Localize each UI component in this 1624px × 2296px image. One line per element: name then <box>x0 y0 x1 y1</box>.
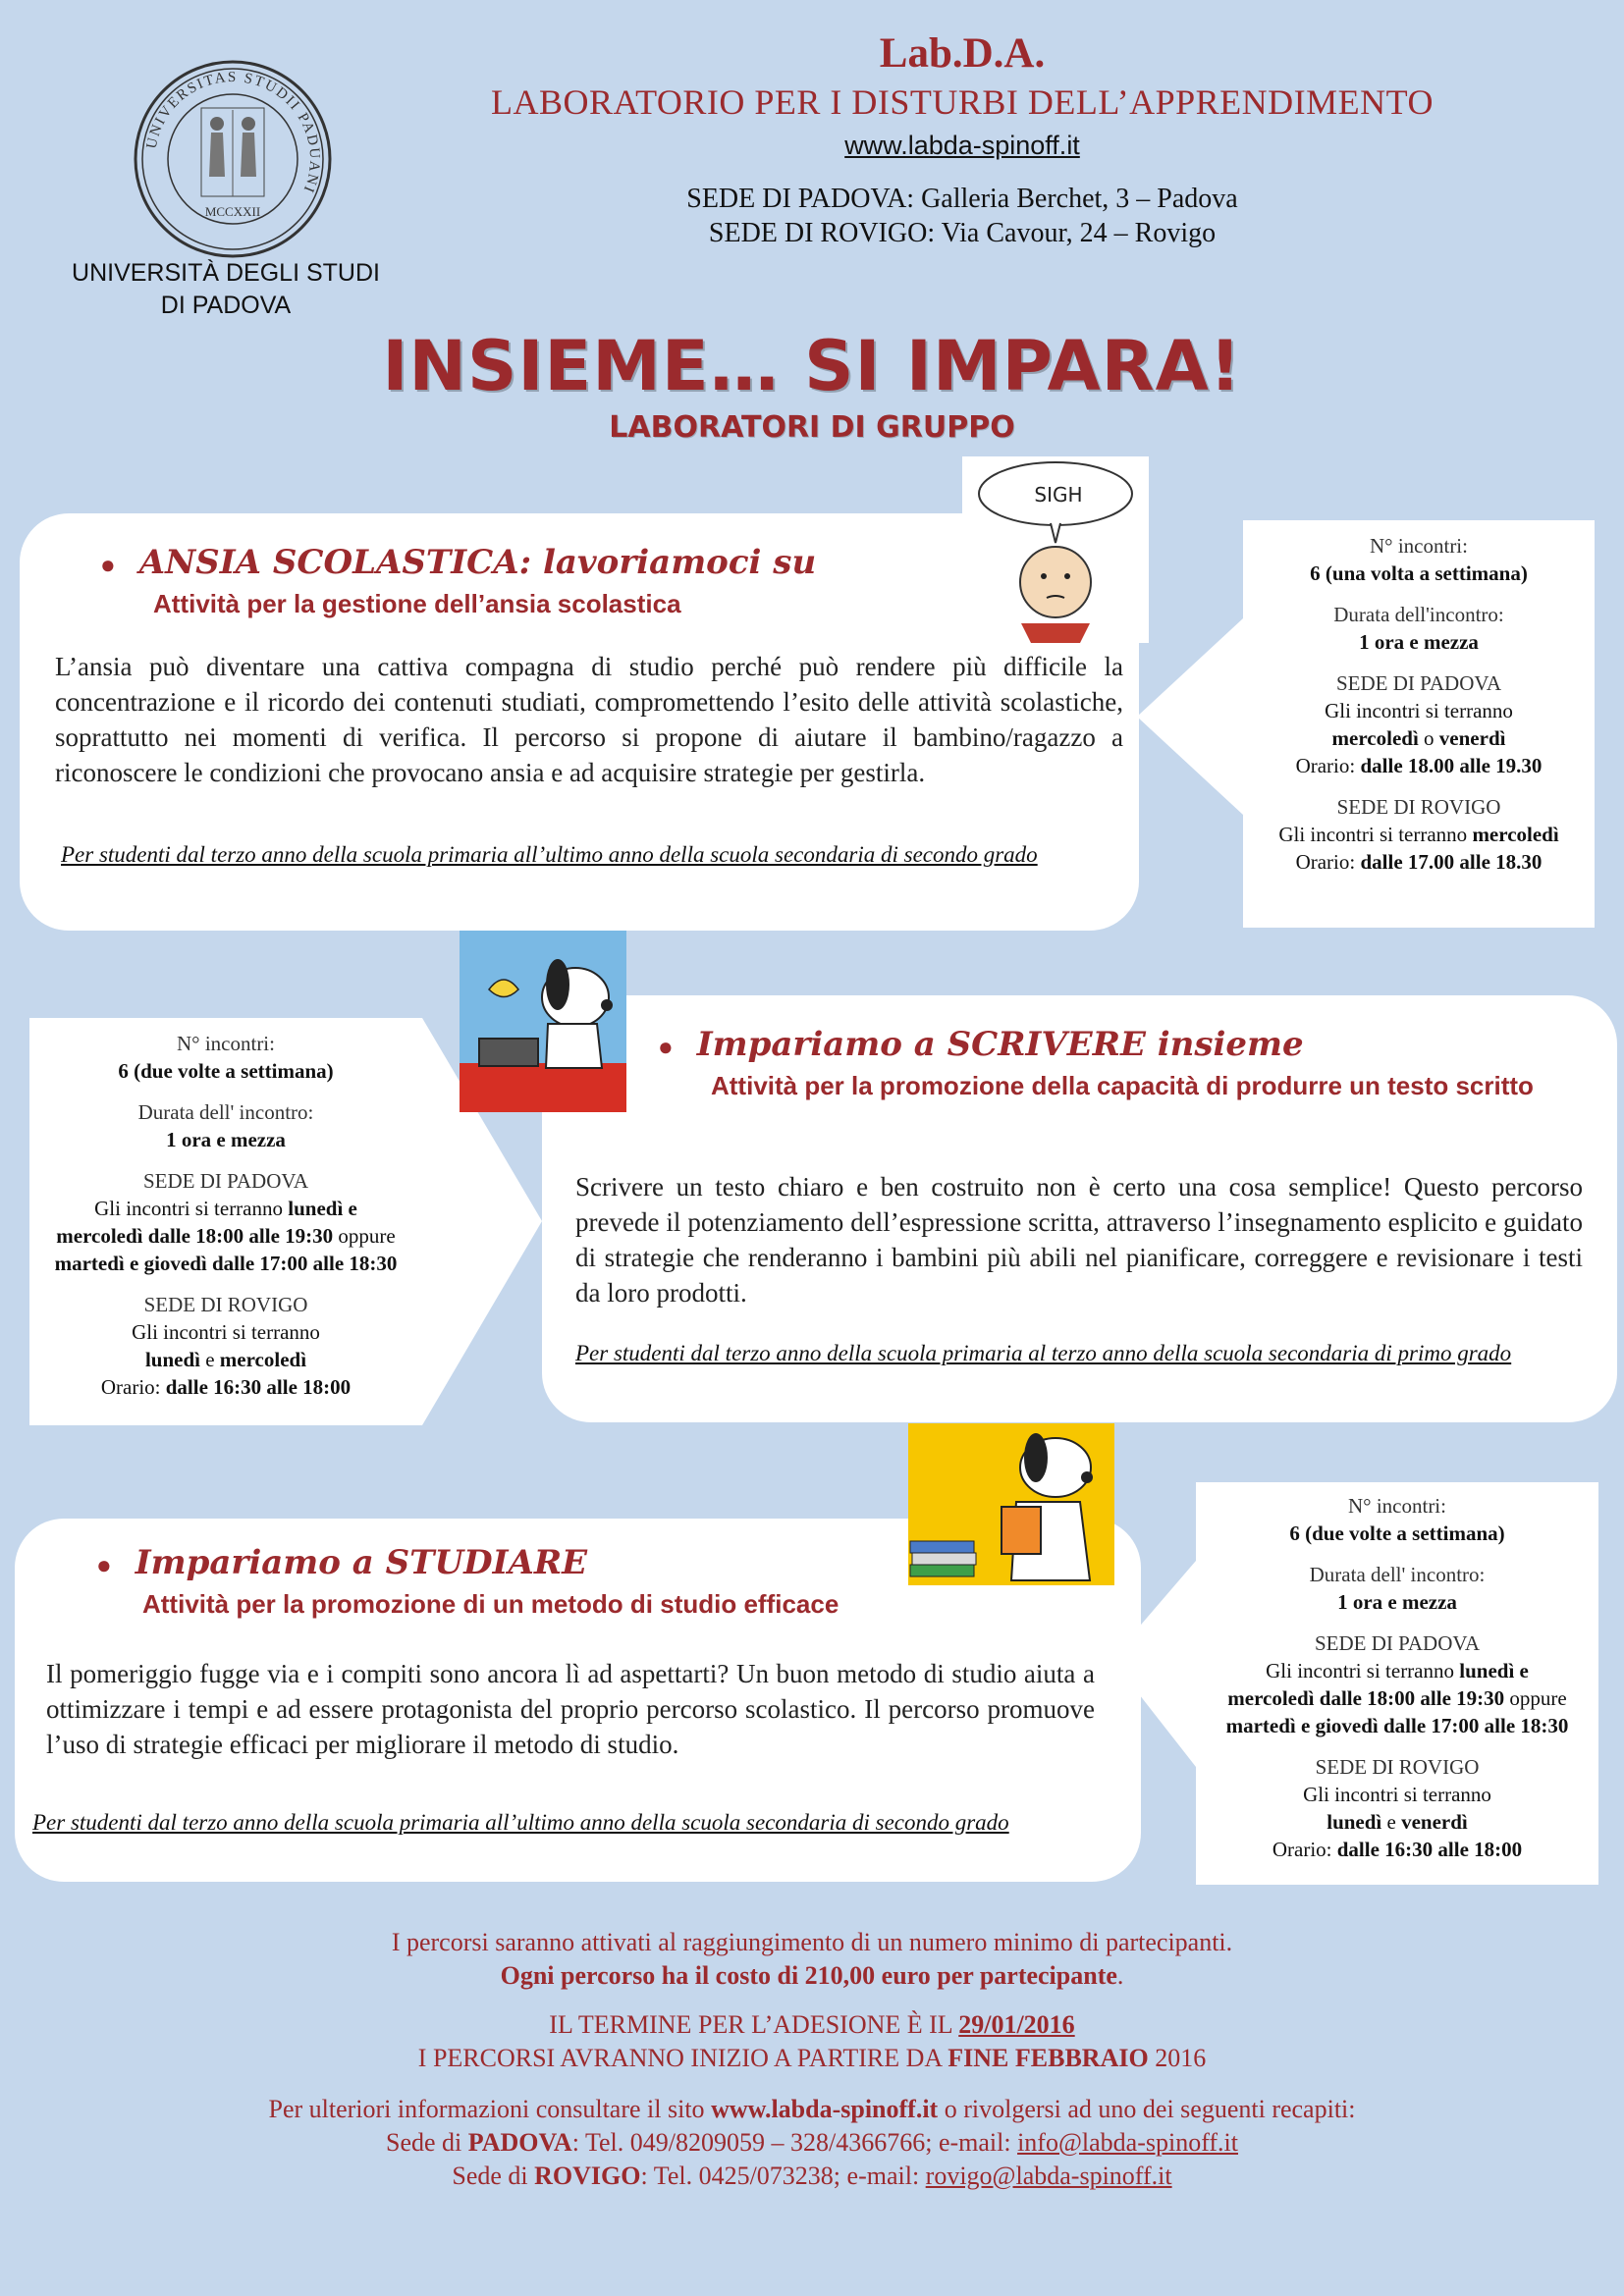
section-subtitle: Attività per la promozione di un metodo di studio efficace <box>142 1589 839 1619</box>
padova-line-3: martedì e giovedì dalle 17:00 alle 18:30 <box>54 1252 398 1275</box>
section-ansia-info-callout <box>1137 520 1595 928</box>
padova-line-1a: Gli incontri si terranno <box>1266 1659 1454 1682</box>
padova-line-2b: oppure <box>338 1224 396 1248</box>
padova-label: SEDE DI PADOVA <box>1335 671 1502 695</box>
durata-label: Durata dell' incontro: <box>1309 1563 1486 1586</box>
address-padova: SEDE DI PADOVA: Galleria Berchet, 3 – Padova <box>686 184 1238 214</box>
rovigo-and: e <box>1386 1810 1396 1834</box>
padova-line-1b: lunedì e <box>1459 1659 1529 1682</box>
university-line-2: DI PADOVA <box>160 292 292 319</box>
footer-padova-contacts: : Tel. 049/8209059 – 328/4366766; e-mail: <box>571 2128 1011 2157</box>
padova-line-1b: lunedì e <box>288 1197 357 1220</box>
rovigo-orario-label: Orario: <box>1272 1838 1332 1861</box>
rovigo-orario-value: dalle 16:30 alle 18:00 <box>1336 1838 1523 1861</box>
rovigo-day-a: lunedì <box>1326 1810 1382 1834</box>
durata-value: 1 ora e mezza <box>1337 1590 1457 1614</box>
padova-line-1: Gli incontri si terranno <box>1325 699 1513 722</box>
footer-rovigo-email-link[interactable]: rovigo@labda-spinoff.it <box>925 2162 1172 2190</box>
footer-website-link[interactable]: www.labda-spinoff.it <box>711 2095 939 2123</box>
section-target: Per studenti dal terzo anno della scuola primaria al terzo anno della scuola secondaria di primo grado <box>575 1341 1512 1365</box>
footer-dates <box>0 2008 1624 2075</box>
page-title: INSIEME… SI IMPARA! <box>382 326 1242 406</box>
footer-rovigo-contacts: : Tel. 0425/073238; e-mail: <box>640 2162 920 2190</box>
footer-padova-prefix: Sede di <box>385 2128 462 2157</box>
section-target: Per studenti dal terzo anno della scuola primaria all’ultimo anno della scuola secondaria di secondo grado <box>61 842 1038 867</box>
footer-padova-email-link[interactable]: info@labda-spinoff.it <box>1017 2128 1239 2157</box>
footer-min-participants: I percorsi saranno attivati al raggiungimento di un numero minimo di partecipanti. <box>391 1928 1233 1956</box>
padova-line-1a: Gli incontri si terranno <box>94 1197 283 1220</box>
footer-notice <box>0 1926 1624 1993</box>
padova-label: SEDE DI PADOVA <box>1314 1631 1481 1655</box>
footer-padova-name: PADOVA <box>467 2128 572 2157</box>
durata-value: 1 ora e mezza <box>1359 630 1479 654</box>
footer-rovigo-name: ROVIGO <box>534 2162 641 2190</box>
footer-info-prefix: Per ulteriori informazioni consultare il sito <box>268 2095 705 2123</box>
section-target: Per studenti dal terzo anno della scuola primaria all’ultimo anno della scuola secondaria di secondo grado <box>32 1810 1009 1835</box>
incontri-value: 6 (due volte a settimana) <box>1289 1522 1505 1545</box>
bullet-icon: ● <box>96 1551 112 1579</box>
lab-full-name: LABORATORIO PER I DISTURBI DELL’APPRENDIMENTO <box>491 82 1434 122</box>
university-seal <box>133 59 334 260</box>
rovigo-days: mercoledì <box>1472 823 1559 846</box>
footer-cost: Ogni percorso ha il costo di 210,00 euro per partecipante <box>500 1961 1117 1990</box>
rovigo-orario-label: Orario: <box>1295 850 1356 874</box>
rovigo-day-b: venerdì <box>1401 1810 1468 1834</box>
padova-line-2a: mercoledì dalle 18:00 alle 19:30 <box>56 1224 334 1248</box>
university-line-1: UNIVERSITÀ DEGLI STUDI <box>72 259 380 287</box>
rovigo-label: SEDE DI ROVIGO <box>1315 1755 1480 1779</box>
durata-value: 1 ora e mezza <box>166 1128 286 1151</box>
rovigo-day-b: mercoledì <box>219 1348 307 1371</box>
rovigo-line-1: Gli incontri si terranno <box>1303 1783 1491 1806</box>
rovigo-orario-label: Orario: <box>100 1375 161 1399</box>
university-name <box>59 257 393 322</box>
footer-contacts <box>0 2093 1624 2193</box>
page-subtitle: LABORATORI DI GRUPPO <box>609 410 1015 445</box>
svg-text:SIGH: SIGH <box>1034 483 1083 507</box>
charlie-brown-illustration <box>962 456 1149 643</box>
padova-orario-value: dalle 18.00 alle 19.30 <box>1360 754 1543 777</box>
rovigo-and: e <box>205 1348 215 1371</box>
header-website-link[interactable]: www.labda-spinoff.it <box>844 131 1080 160</box>
footer-cost-end: . <box>1116 1961 1124 1990</box>
rovigo-line-1: Gli incontri si terranno <box>1278 823 1468 846</box>
section-title: Impariamo a SCRIVERE insieme <box>696 1025 1304 1064</box>
section-title: Impariamo a STUDIARE <box>135 1543 588 1582</box>
section-description: Il pomeriggio fugge via e i compiti sono ancora lì ad aspettarti? Un buon metodo di studio aiuta a ottimizzare i tempi e ad essere protagonista del proprio percorso scolastico. Il percorso promuove l’uso di strategie efficaci per migliorare il metodo di studio. <box>46 1659 1095 1759</box>
footer-rovigo-prefix: Sede di <box>452 2162 528 2190</box>
footer-start-prefix: I PERCORSI AVRANNO INIZIO A PARTIRE DA <box>417 2044 942 2072</box>
footer-deadline-date: 29/01/2016 <box>958 2010 1075 2039</box>
rovigo-label: SEDE DI ROVIGO <box>1336 795 1501 819</box>
padova-day-a: mercoledì <box>1331 726 1419 750</box>
section-title: ANSIA SCOLASTICA: lavoriamoci su <box>138 543 817 582</box>
padova-orario-label: Orario: <box>1295 754 1356 777</box>
footer-info-suffix: o rivolgersi ad uno dei seguenti recapiti: <box>944 2095 1356 2123</box>
snoopy-typewriter-illustration <box>460 931 626 1112</box>
address-rovigo: SEDE DI ROVIGO: Via Cavour, 24 – Rovigo <box>708 218 1217 248</box>
section-subtitle: Attività per la gestione dell’ansia scolastica <box>153 589 681 618</box>
section-scrivere-box <box>542 995 1617 1422</box>
rovigo-orario-value: dalle 17.00 alle 18.30 <box>1360 850 1543 874</box>
incontri-label: N° incontri: <box>1348 1494 1446 1518</box>
header-addresses <box>393 182 1532 250</box>
section-description: Scrivere un testo chiaro e ben costruito non è certo una cosa semplice! Questo percorso prevede il potenziamento dell’espressione scritta, attraverso l’insegnamento esplicito e guidato di strategie che renderanno i bambini più abili nel pianificare, correggere e revisionare i testi da loro prodotti. <box>575 1172 1583 1308</box>
bullet-icon: ● <box>100 551 116 579</box>
footer-start-year: 2016 <box>1155 2044 1207 2072</box>
durata-label: Durata dell' incontro: <box>137 1100 314 1124</box>
bullet-icon: ● <box>658 1033 674 1061</box>
padova-or: o <box>1424 726 1435 750</box>
rovigo-day-a: lunedì <box>144 1348 200 1371</box>
snoopy-reading-illustration <box>908 1423 1114 1585</box>
svg-text:UNIVERSITAS STUDII PADUANI: UNIVERSITAS STUDII PADUANI <box>143 69 323 196</box>
incontri-label: N° incontri: <box>177 1032 275 1055</box>
padova-line-2b: oppure <box>1509 1686 1567 1710</box>
rovigo-label: SEDE DI ROVIGO <box>143 1293 308 1316</box>
footer-start-bold: FINE FEBBRAIO <box>947 2044 1149 2072</box>
padova-label: SEDE DI PADOVA <box>142 1169 309 1193</box>
padova-day-b: venerdì <box>1438 726 1506 750</box>
section-studiare-info-callout <box>1111 1482 1598 1885</box>
rovigo-orario-value: dalle 16:30 alle 18:00 <box>165 1375 352 1399</box>
lab-name: Lab.D.A. <box>879 30 1046 77</box>
incontri-label: N° incontri: <box>1370 534 1468 558</box>
durata-label: Durata dell'incontro: <box>1333 603 1504 626</box>
section-subtitle: Attività per la promozione della capacità di produrre un testo scritto <box>711 1071 1534 1100</box>
section-description: L’ansia può diventare una cattiva compagna di studio perché può rendere più difficile la concentrazione e il ricordo dei contenuti studiati, compromettendo l’esito delle attività scolastiche, soprattutto nei momenti di verifica. Il percorso si propone di aiutare il bambino/ragazzo a riconoscere le condizioni che provocano ansia e ad acquisire strategie per gestirla. <box>55 652 1123 787</box>
incontri-value: 6 (una volta a settimana) <box>1310 561 1528 585</box>
footer-deadline-prefix: IL TERMINE PER L’ADESIONE È IL <box>549 2010 952 2039</box>
svg-text:MCCXXII: MCCXXII <box>204 204 261 219</box>
padova-line-2a: mercoledì dalle 18:00 alle 19:30 <box>1227 1686 1505 1710</box>
incontri-value: 6 (due volte a settimana) <box>118 1059 334 1083</box>
padova-line-3: martedì e giovedì dalle 17:00 alle 18:30 <box>1225 1714 1569 1737</box>
rovigo-line-1: Gli incontri si terranno <box>132 1320 320 1344</box>
